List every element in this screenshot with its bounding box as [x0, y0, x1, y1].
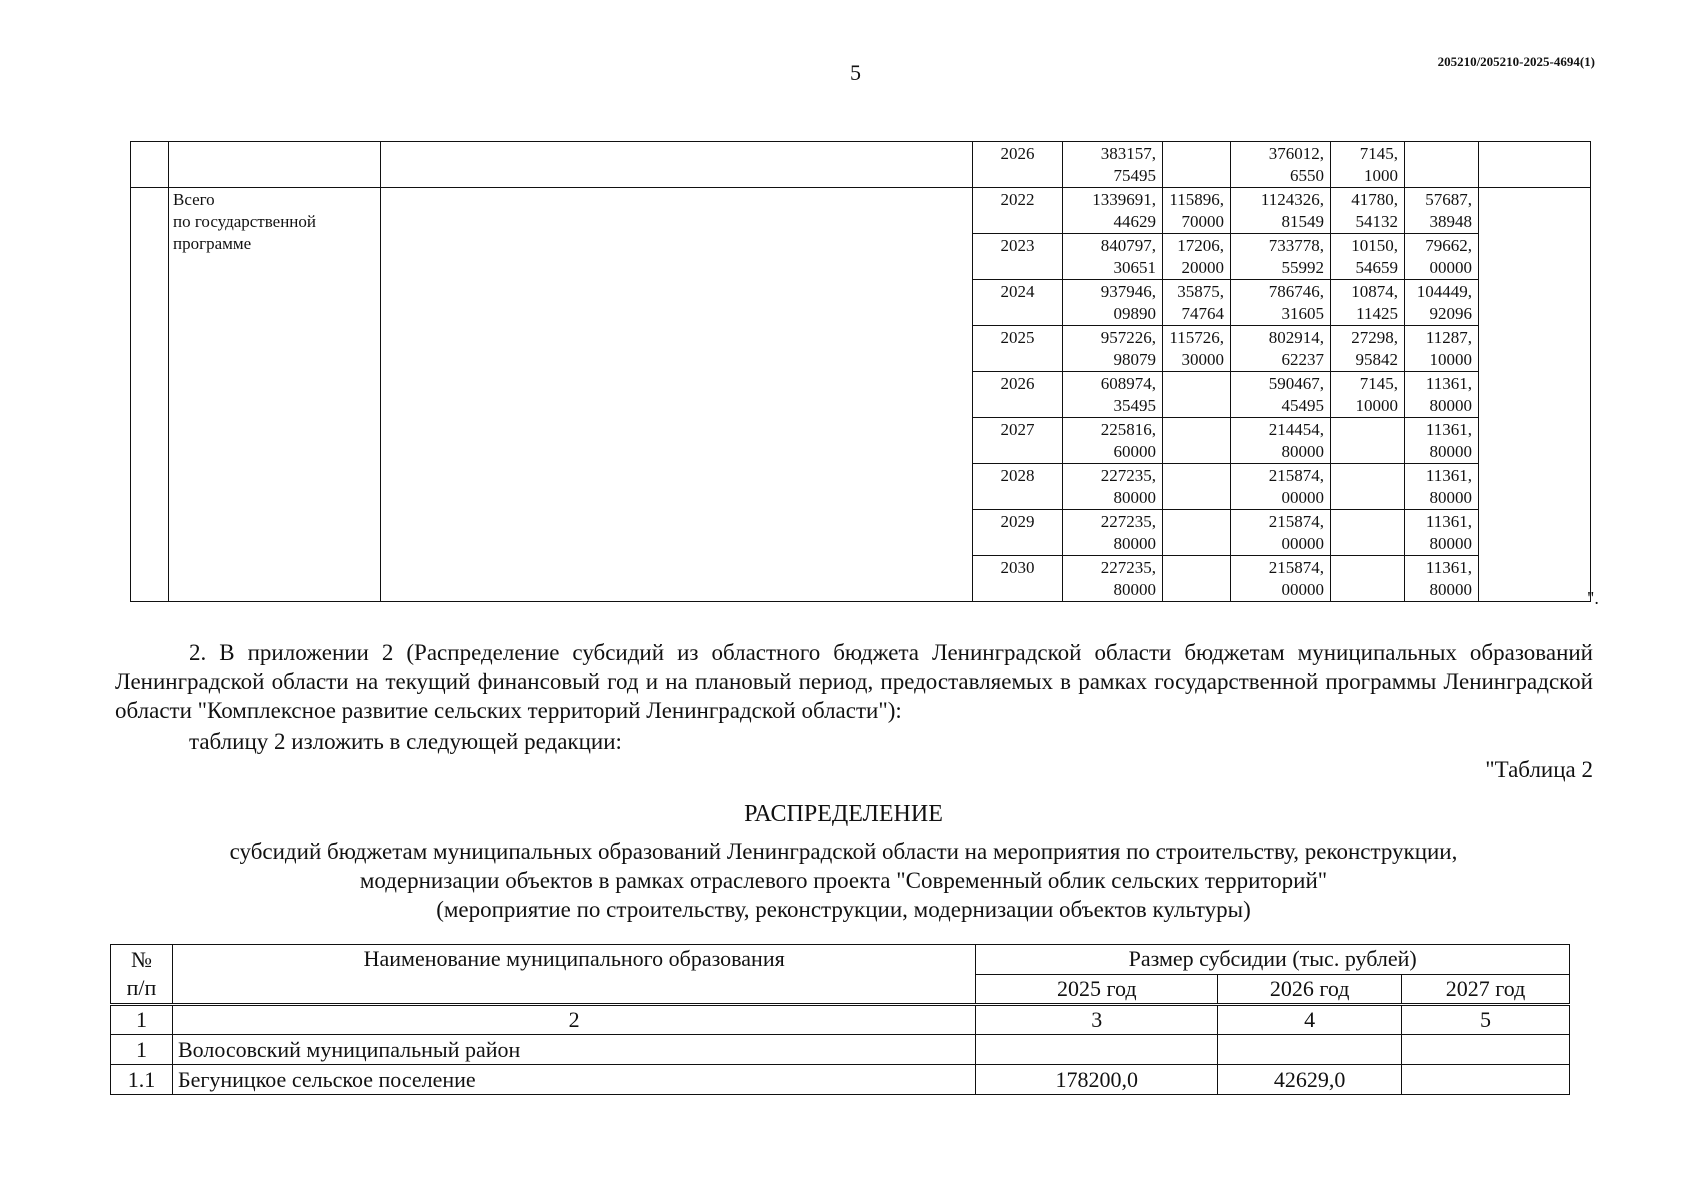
cell-local [1331, 418, 1405, 464]
cell-other: 11361, 80000 [1405, 510, 1479, 556]
cell-total: 608974, 35495 [1063, 372, 1163, 418]
header-amount: Размер субсидии (тыс. рублей) [976, 945, 1570, 975]
table-row [131, 188, 1591, 234]
cell-regional: 786746, 31605 [1231, 280, 1331, 326]
cell-year: 2027 [973, 418, 1063, 464]
cell-local: 10150, 54659 [1331, 234, 1405, 280]
cell-year: 2029 [973, 510, 1063, 556]
column-number: 3 [976, 1005, 1218, 1035]
row-2026: 42629,0 [1218, 1065, 1402, 1095]
cell-other: 104449, 92096 [1405, 280, 1479, 326]
cell-regional: 214454, 80000 [1231, 418, 1331, 464]
cell-total: 957226, 98079 [1063, 326, 1163, 372]
budget-table [130, 141, 1591, 602]
cell-local: 41780, 54132 [1331, 188, 1405, 234]
table-row [111, 1065, 1570, 1095]
closing-quote: ". [1587, 588, 1599, 608]
row-2027 [1402, 1065, 1570, 1095]
empty-cell [131, 142, 169, 188]
distribution-title: РАСПРЕДЕЛЕНИЕ [744, 801, 943, 827]
cell-local [1331, 556, 1405, 602]
cell-federal [1163, 142, 1231, 188]
cell-regional: 802914, 62237 [1231, 326, 1331, 372]
cell-other: 57687, 38948 [1405, 188, 1479, 234]
cell-regional: 215874, 00000 [1231, 464, 1331, 510]
empty-cell [1479, 188, 1591, 602]
cell-total: 1339691, 44629 [1063, 188, 1163, 234]
cell-federal [1163, 556, 1231, 602]
row-2025: 178200,0 [976, 1065, 1218, 1095]
distribution-subtitle-line3: (мероприятие по строительству, реконструкции, модернизации объектов культуры) [436, 897, 1251, 922]
cell-local [1331, 464, 1405, 510]
empty-cell [381, 188, 973, 602]
table-row [111, 1035, 1570, 1065]
row-2027 [1402, 1035, 1570, 1065]
paragraph-instruction: таблицу 2 изложить в следующей редакции: [189, 729, 622, 754]
cell-federal [1163, 418, 1231, 464]
cell-other: 11361, 80000 [1405, 464, 1479, 510]
cell-total: 225816, 60000 [1063, 418, 1163, 464]
cell-other: 11361, 80000 [1405, 556, 1479, 602]
row-num: 1.1 [111, 1065, 173, 1095]
header-2027: 2027 год [1402, 975, 1570, 1005]
column-number: 1 [111, 1005, 173, 1035]
header-2025: 2025 год [976, 975, 1218, 1005]
cell-year: 2022 [973, 188, 1063, 234]
cell-federal [1163, 464, 1231, 510]
column-number: 5 [1402, 1005, 1570, 1035]
column-number: 2 [172, 1005, 975, 1035]
cell-federal: 35875, 74764 [1163, 280, 1231, 326]
paragraph-amendment: 2. В приложении 2 (Распределение субсидий из областного бюджета Ленинградской области бюджетам муниципальных образований Ленинградской области на текущий финансовый год и на плановый период, предоставляемых в рамках государственной программы Ленинградской области "Комплексное развитие сельских территорий Ленинградской области"): [115, 640, 1593, 723]
cell-year: 2030 [973, 556, 1063, 602]
page-number: 5 [850, 60, 861, 85]
row-num: 1 [111, 1035, 173, 1065]
cell-other: 79662, 00000 [1405, 234, 1479, 280]
table-label: "Таблица 2 [1485, 757, 1593, 782]
row-2026 [1218, 1035, 1402, 1065]
distribution-subtitle-line1: субсидий бюджетам муниципальных образований Ленинградской области на мероприятия по строительству, реконструкции, [229, 839, 1458, 864]
cell-federal [1163, 510, 1231, 556]
cell-regional: 733778, 55992 [1231, 234, 1331, 280]
empty-cell [1479, 142, 1591, 188]
row-2025 [976, 1035, 1218, 1065]
cell-regional: 215874, 00000 [1231, 510, 1331, 556]
row-name: Бегуницкое сельское поселение [172, 1065, 975, 1095]
cell-federal: 115726, 30000 [1163, 326, 1231, 372]
cell-year: 2024 [973, 280, 1063, 326]
header-num: № п/п [111, 945, 173, 1005]
table-row [131, 142, 1591, 188]
cell-year: 2023 [973, 234, 1063, 280]
cell-year: 2028 [973, 464, 1063, 510]
empty-cell [169, 142, 381, 188]
cell-regional: 376012, 6550 [1231, 142, 1331, 188]
cell-total: 937946, 09890 [1063, 280, 1163, 326]
total-label: Всего по государственной программе [169, 188, 381, 602]
document-code: 205210/205210-2025-4694(1) [1437, 54, 1595, 69]
cell-other: 11361, 80000 [1405, 418, 1479, 464]
cell-year: 2026 [973, 372, 1063, 418]
cell-other: 11361, 80000 [1405, 372, 1479, 418]
row-name: Волосовский муниципальный район [172, 1035, 975, 1065]
column-number: 4 [1218, 1005, 1402, 1035]
cell-local: 10874, 11425 [1331, 280, 1405, 326]
cell-other [1405, 142, 1479, 188]
cell-total: 227235, 80000 [1063, 510, 1163, 556]
header-2026: 2026 год [1218, 975, 1402, 1005]
cell-total: 383157, 75495 [1063, 142, 1163, 188]
header-name: Наименование муниципального образования [172, 945, 975, 1005]
cell-local: 7145, 10000 [1331, 372, 1405, 418]
cell-federal [1163, 372, 1231, 418]
cell-federal: 115896, 70000 [1163, 188, 1231, 234]
cell-total: 227235, 80000 [1063, 556, 1163, 602]
cell-regional: 1124326, 81549 [1231, 188, 1331, 234]
cell-year: 2025 [973, 326, 1063, 372]
cell-regional: 590467, 45495 [1231, 372, 1331, 418]
cell-total: 840797, 30651 [1063, 234, 1163, 280]
empty-cell [381, 142, 973, 188]
cell-federal: 17206, 20000 [1163, 234, 1231, 280]
cell-total: 227235, 80000 [1063, 464, 1163, 510]
cell-year: 2026 [973, 142, 1063, 188]
empty-cell [131, 188, 169, 602]
cell-regional: 215874, 00000 [1231, 556, 1331, 602]
subsidy-table [110, 944, 1570, 1095]
cell-local [1331, 510, 1405, 556]
cell-other: 11287, 10000 [1405, 326, 1479, 372]
cell-local: 7145, 1000 [1331, 142, 1405, 188]
cell-local: 27298, 95842 [1331, 326, 1405, 372]
distribution-subtitle-line2: модернизации объектов в рамках отраслевого проекта "Современный облик сельских территорий" [359, 868, 1328, 893]
